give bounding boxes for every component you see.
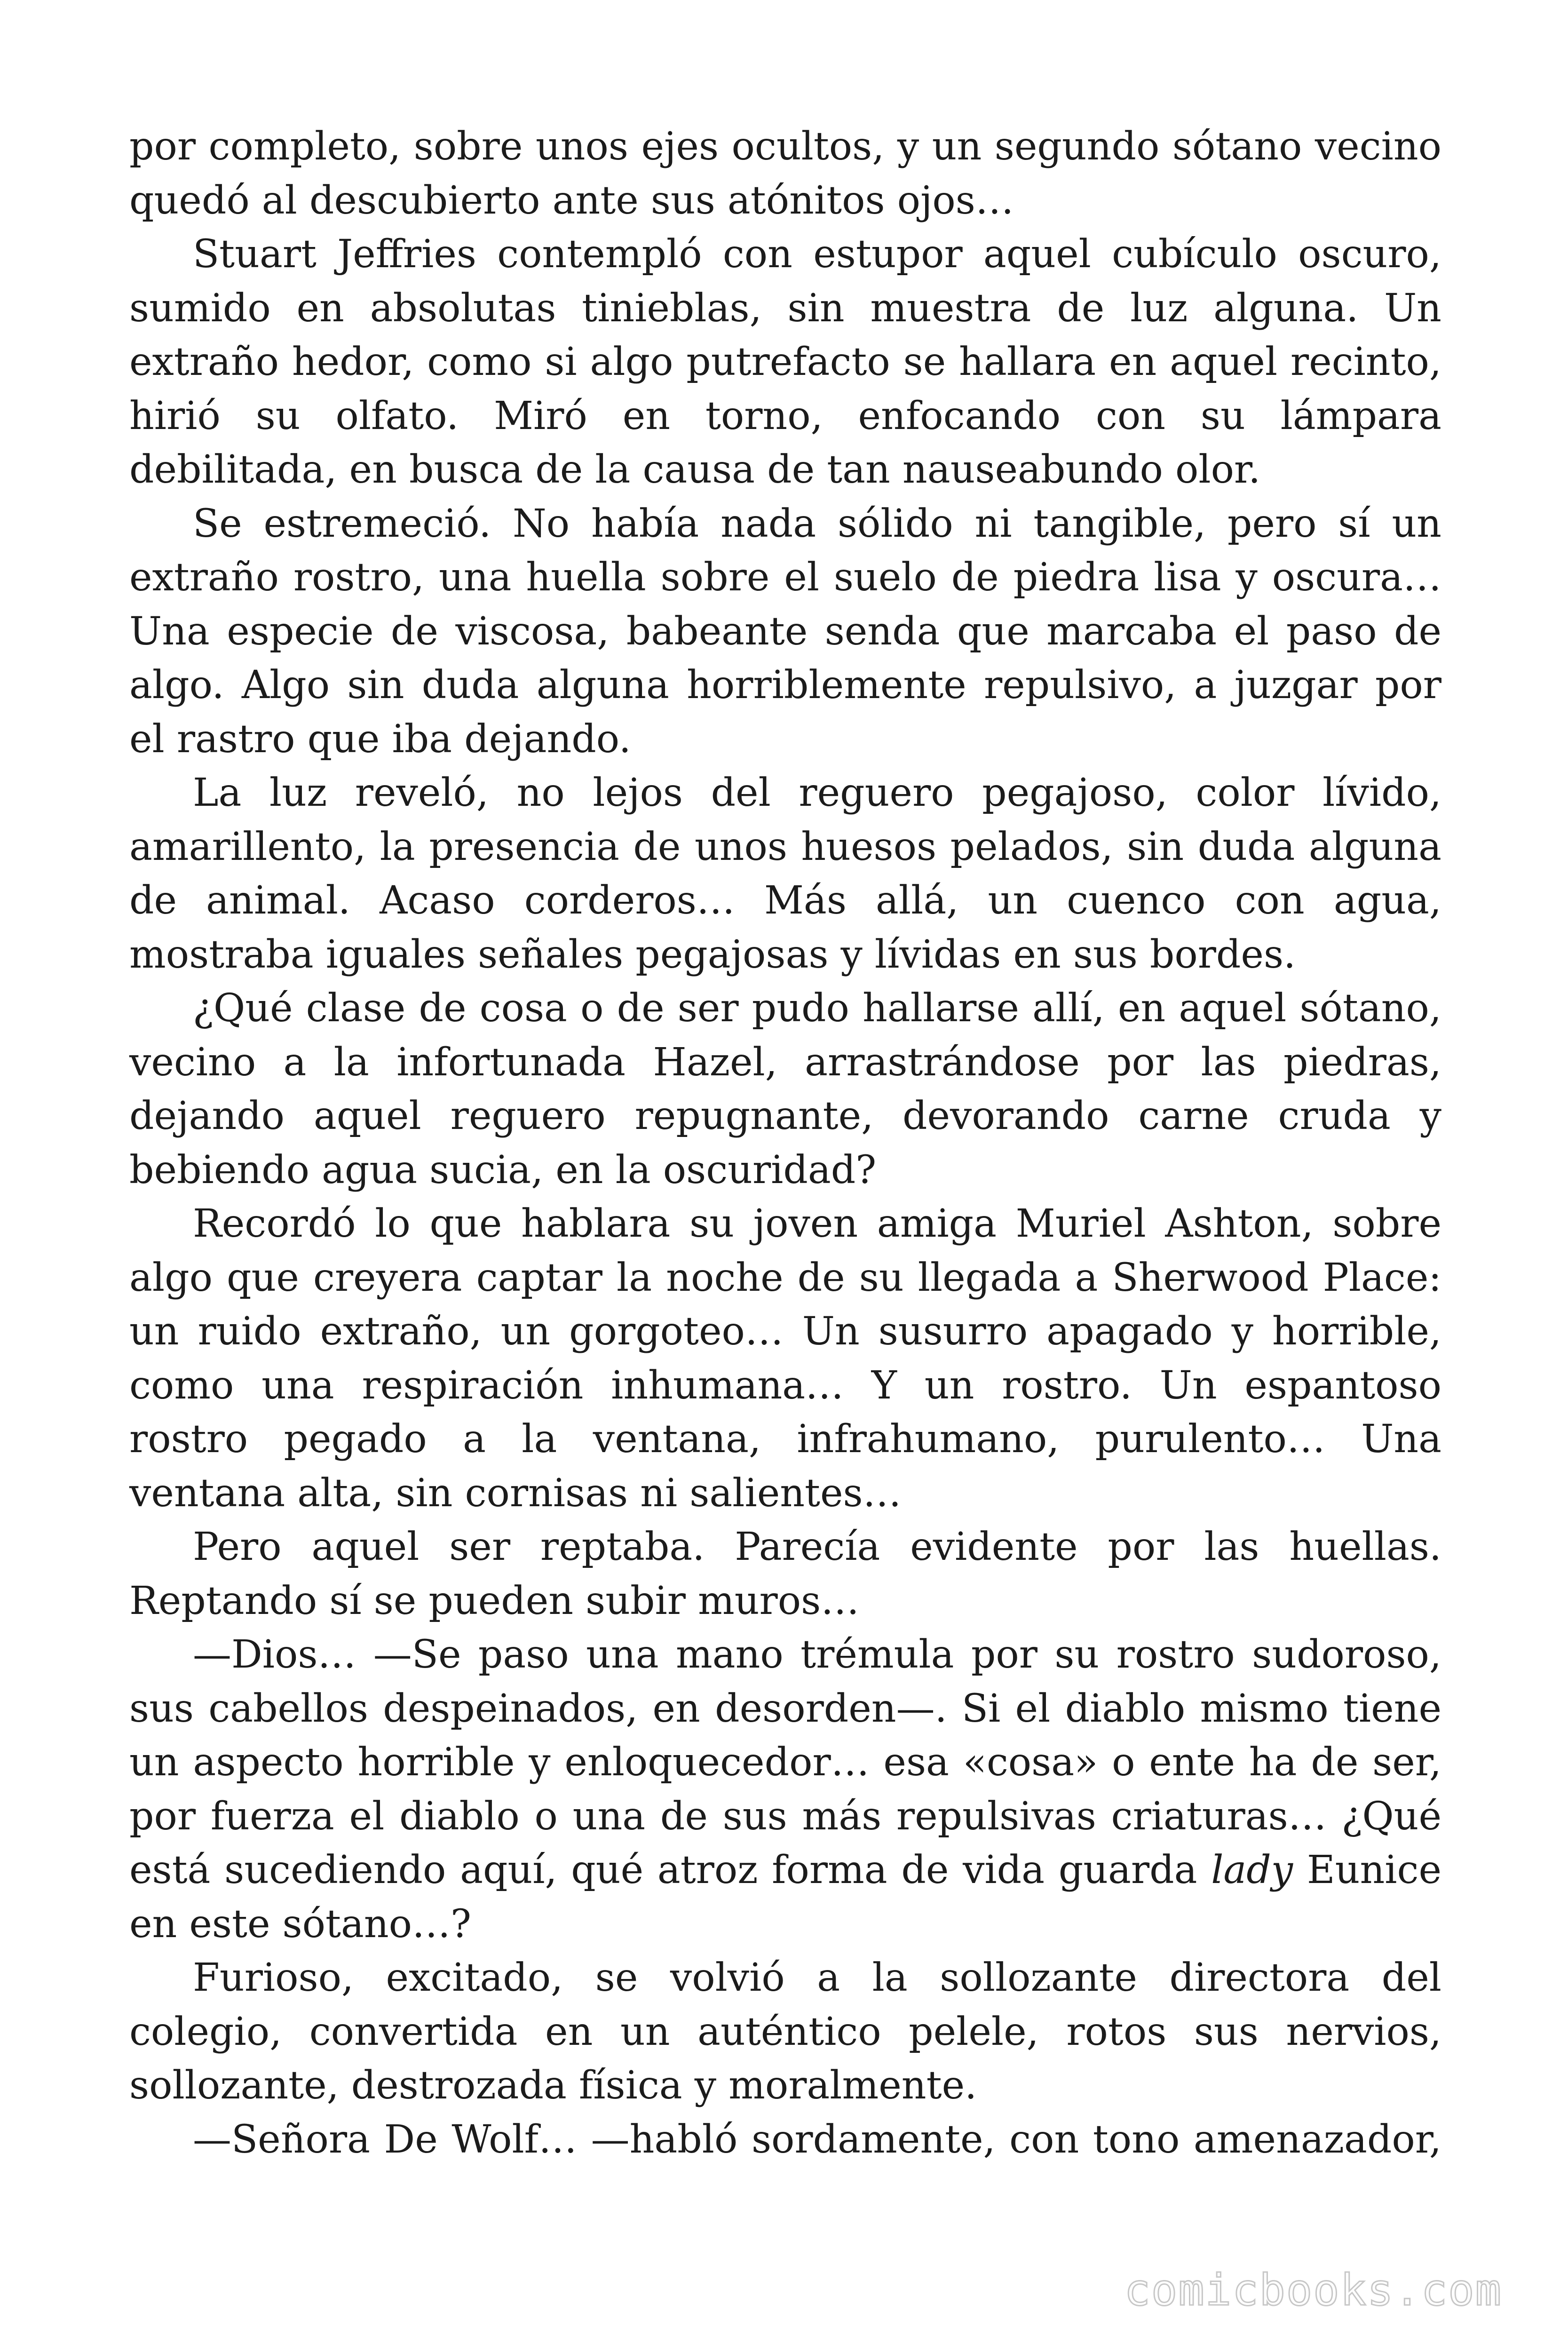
paragraph-8-text-before: —Dios… —Se paso una mano trémula por su rostro sudoroso, sus cabellos despeinados, en desorden—. Si el diablo mismo tiene un aspecto horrible y enloquecedor… esa «cosa» o ente ha de ser, por fuerza el diablo o una de sus más repulsivas criaturas… ¿Qué está sucediendo aquí, qué atroz forma de vida guarda	[129, 1632, 1441, 1892]
paragraph-3: Se estremeció. No había nada sólido ni tangible, pero sí un extraño rostro, una huella sobre el suelo de piedra lisa y oscura… Una especie de viscosa, babeante senda que marcaba el paso de algo. Algo sin duda alguna horriblemente repulsivo, a juzgar por el rastro que iba dejando.	[129, 501, 1441, 762]
paragraph-1: por completo, sobre unos ejes ocultos, y un segundo sótano vecino quedó al descubierto ante sus atónitos ojos…	[129, 124, 1441, 223]
paragraph-7: Pero aquel ser reptaba. Parecía evidente por las huellas. Reptando sí se pueden subir muros…	[129, 1525, 1441, 1623]
paragraph-5: ¿Qué clase de cosa o de ser pudo hallarse allí, en aquel sótano, vecino a la infortunada Hazel, arrastrándose por las piedras, dejando aquel reguero repugnante, devorando carne cruda y bebiendo agua sucia, en la oscuridad?	[129, 986, 1441, 1192]
watermark: comicbooks.com	[1124, 2265, 1502, 2315]
paragraph-9: Furioso, excitado, se volvió a la sollozante directora del colegio, convertida en un auténtico pelele, rotos sus nervios, sollozante, destrozada física y moralmente.	[129, 1955, 1441, 2108]
italic-lady: lady	[1211, 1848, 1293, 1892]
paragraph-6: Recordó lo que hablara su joven amiga Muriel Ashton, sobre algo que creyera captar la noche de su llegada a Sherwood Place: un ruido extraño, un gorgoteo… Un susurro apagado y horrible, como una respiración inhumana… Y un rostro. Un espantoso rostro pegado a la ventana, infrahumano, purulento… Una ventana alta, sin cornisas ni salientes…	[129, 1201, 1441, 1516]
paragraph-2: Stuart Jeffries contempló con estupor aquel cubículo oscuro, sumido en absolutas tinieblas, sin muestra de luz alguna. Un extraño hedor, como si algo putrefacto se hallara en aquel recinto, hirió su olfato. Miró en torno, enfocando con su lámpara debilitada, en busca de la causa de tan nauseabundo olor.	[129, 232, 1441, 492]
paragraph-10: —Señora De Wolf… —habló sordamente, con tono amenazador,	[193, 2117, 1441, 2162]
paragraph-8	[129, 1628, 1441, 1951]
paragraph-8-text-after: Eunice en este sótano…?	[129, 1848, 1441, 1947]
paragraph-4: La luz reveló, no lejos del reguero pegajoso, color lívido, amarillento, la presencia de unos huesos pelados, sin duda alguna de animal. Acaso corderos… Más allá, un cuenco con agua, mostraba iguales señales pegajosas y lívidas en sus bordes.	[129, 771, 1441, 977]
body-text	[129, 120, 1441, 2167]
